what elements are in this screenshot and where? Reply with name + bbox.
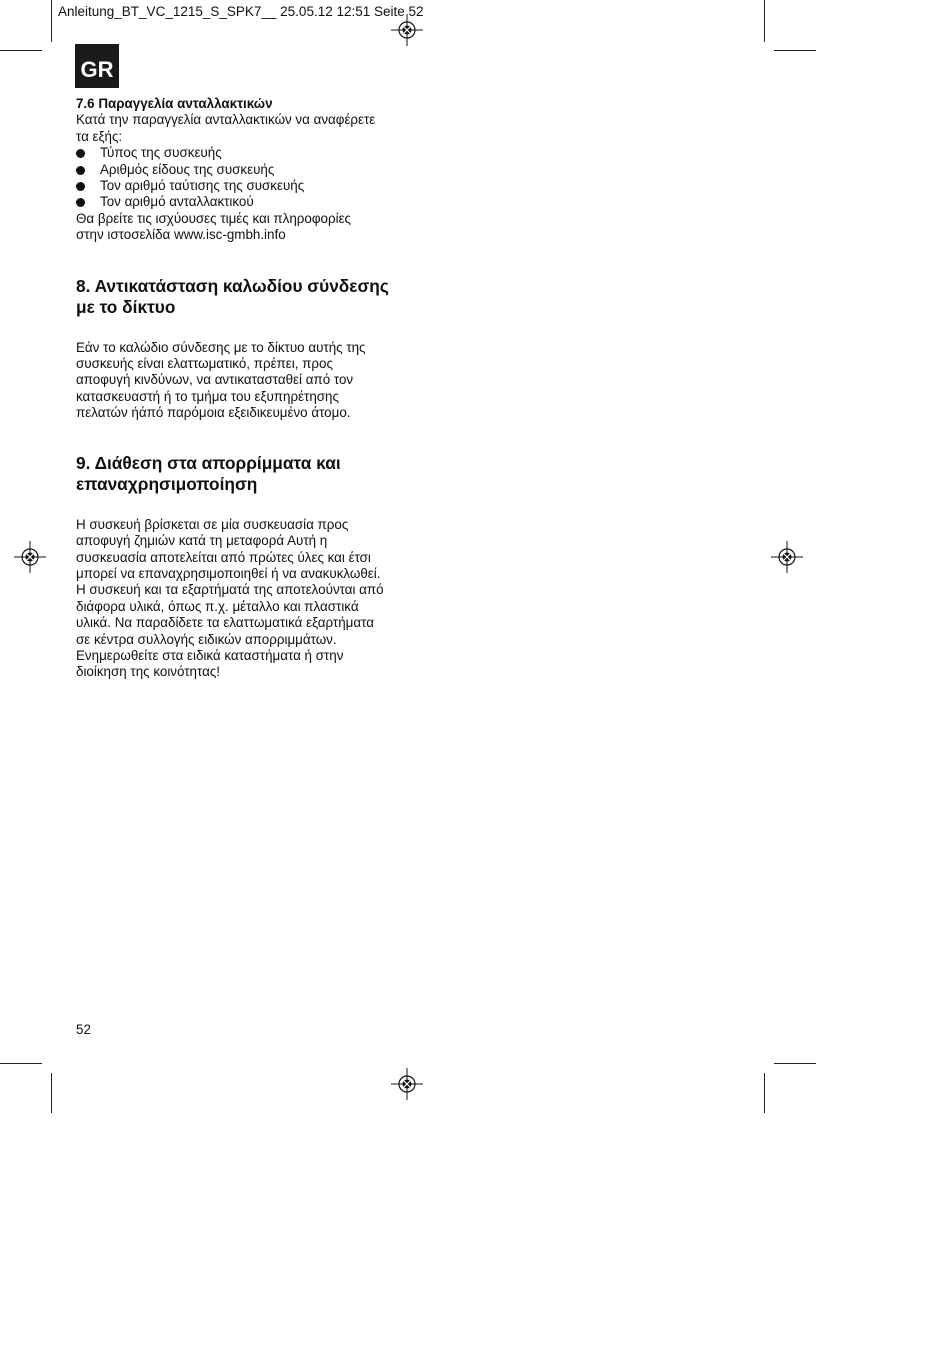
body-line: μπορεί να επαναχρησιμοποιηθεί ή να ανακυκλωθεί. bbox=[76, 565, 381, 581]
intro-line: τα εξής: bbox=[76, 128, 123, 144]
crop-mark bbox=[774, 1063, 816, 1064]
title-line: 8. Αντικατάσταση καλωδίου σύνδεσης bbox=[76, 275, 389, 296]
title-line: επαναχρησιμοποίηση bbox=[76, 473, 258, 494]
list-item-text: Τον αριθμό ταύτισης της συσκευής bbox=[100, 178, 305, 194]
section-8-title bbox=[76, 276, 416, 318]
body-line: αποφυγή κινδύνων, να αντικατασταθεί από τον bbox=[76, 372, 354, 388]
bullet-icon bbox=[76, 182, 85, 191]
spare-parts-list bbox=[76, 145, 416, 211]
crop-mark bbox=[51, 0, 52, 42]
list-item bbox=[76, 145, 416, 161]
section-8-body bbox=[76, 340, 416, 422]
section-9-title bbox=[76, 453, 416, 495]
crop-mark bbox=[0, 50, 42, 51]
outro-line: Θα βρείτε τις ισχύουσες τιμές και πληροφορίες bbox=[76, 210, 352, 226]
section-7-6-outro bbox=[76, 211, 416, 244]
title-line: 9. Διάθεση στα απορρίμματα και bbox=[76, 452, 341, 473]
list-item-text: Τον αριθμό ανταλλακτικού bbox=[100, 194, 254, 210]
registration-mark-icon bbox=[14, 541, 46, 573]
bullet-icon bbox=[76, 149, 85, 158]
bullet-icon bbox=[76, 166, 85, 175]
body-line: Εάν το καλώδιο σύνδεσης με το δίκτυο αυτής της bbox=[76, 339, 366, 355]
title-line: με το δίκτυο bbox=[76, 296, 176, 317]
crop-mark bbox=[764, 0, 765, 42]
body-line: σε κέντρα συλλογής ειδικών απορριμμάτων. bbox=[76, 631, 337, 647]
print-slug: Anleitung_BT_VC_1215_S_SPK7__ 25.05.12 12:51 Seite 52 bbox=[58, 4, 424, 19]
body-line: Η συσκευή και τα εξαρτήματά της αποτελούνται από bbox=[76, 582, 384, 598]
body-line: συσκευασία αποτελείται από πρώτες ύλες και έτσι bbox=[76, 549, 371, 565]
crop-mark bbox=[0, 1063, 42, 1064]
language-badge: GR bbox=[75, 44, 119, 88]
crop-mark bbox=[764, 1073, 765, 1113]
body-line: πελατών ήάπό παρόμοια εξειδικευμένο άτομο. bbox=[76, 405, 351, 421]
content-column bbox=[76, 96, 416, 681]
body-line: συσκευής είναι ελαττωματικό, πρέπει, προς bbox=[76, 356, 333, 372]
body-line: διάφορα υλικά, όπως π.χ. μέταλλο και πλαστικά bbox=[76, 598, 359, 614]
crop-mark bbox=[51, 1073, 52, 1113]
section-9-body bbox=[76, 517, 416, 681]
body-line: Ενημερωθείτε στα ειδικά καταστήματα ή στην bbox=[76, 647, 344, 663]
list-item bbox=[76, 194, 416, 210]
intro-line: Κατά την παραγγελία ανταλλακτικών να αναφέρετε bbox=[76, 112, 376, 128]
registration-mark-icon bbox=[391, 14, 423, 46]
outro-line: στην ιστοσελίδα www.isc-gmbh.info bbox=[76, 227, 286, 243]
list-item-text: Τύπος της συσκευής bbox=[100, 145, 222, 161]
crop-mark bbox=[774, 50, 816, 51]
registration-mark-icon bbox=[391, 1068, 423, 1100]
body-line: διοίκηση της κοινότητας! bbox=[76, 664, 220, 680]
list-item-text: Αριθμός είδους της συσκευής bbox=[100, 161, 275, 177]
body-line: υλικά. Να παραδίδετε τα ελαττωματικά εξαρτήματα bbox=[76, 615, 374, 631]
body-line: Η συσκευή βρίσκεται σε μία συσκευασία προς bbox=[76, 516, 349, 532]
section-7-6-heading: 7.6 Παραγγελία ανταλλακτικών bbox=[76, 96, 273, 111]
registration-mark-icon bbox=[771, 541, 803, 573]
section-7-6-intro bbox=[76, 112, 416, 145]
list-item bbox=[76, 162, 416, 178]
body-line: κατασκευαστή ή το τμήμα του εξυπηρέτησης bbox=[76, 388, 339, 404]
body-line: αποφυγή ζημιών κατά τη μεταφορά Αυτή η bbox=[76, 533, 328, 549]
page-number: 52 bbox=[76, 1022, 91, 1037]
bullet-icon bbox=[76, 198, 85, 207]
list-item bbox=[76, 178, 416, 194]
